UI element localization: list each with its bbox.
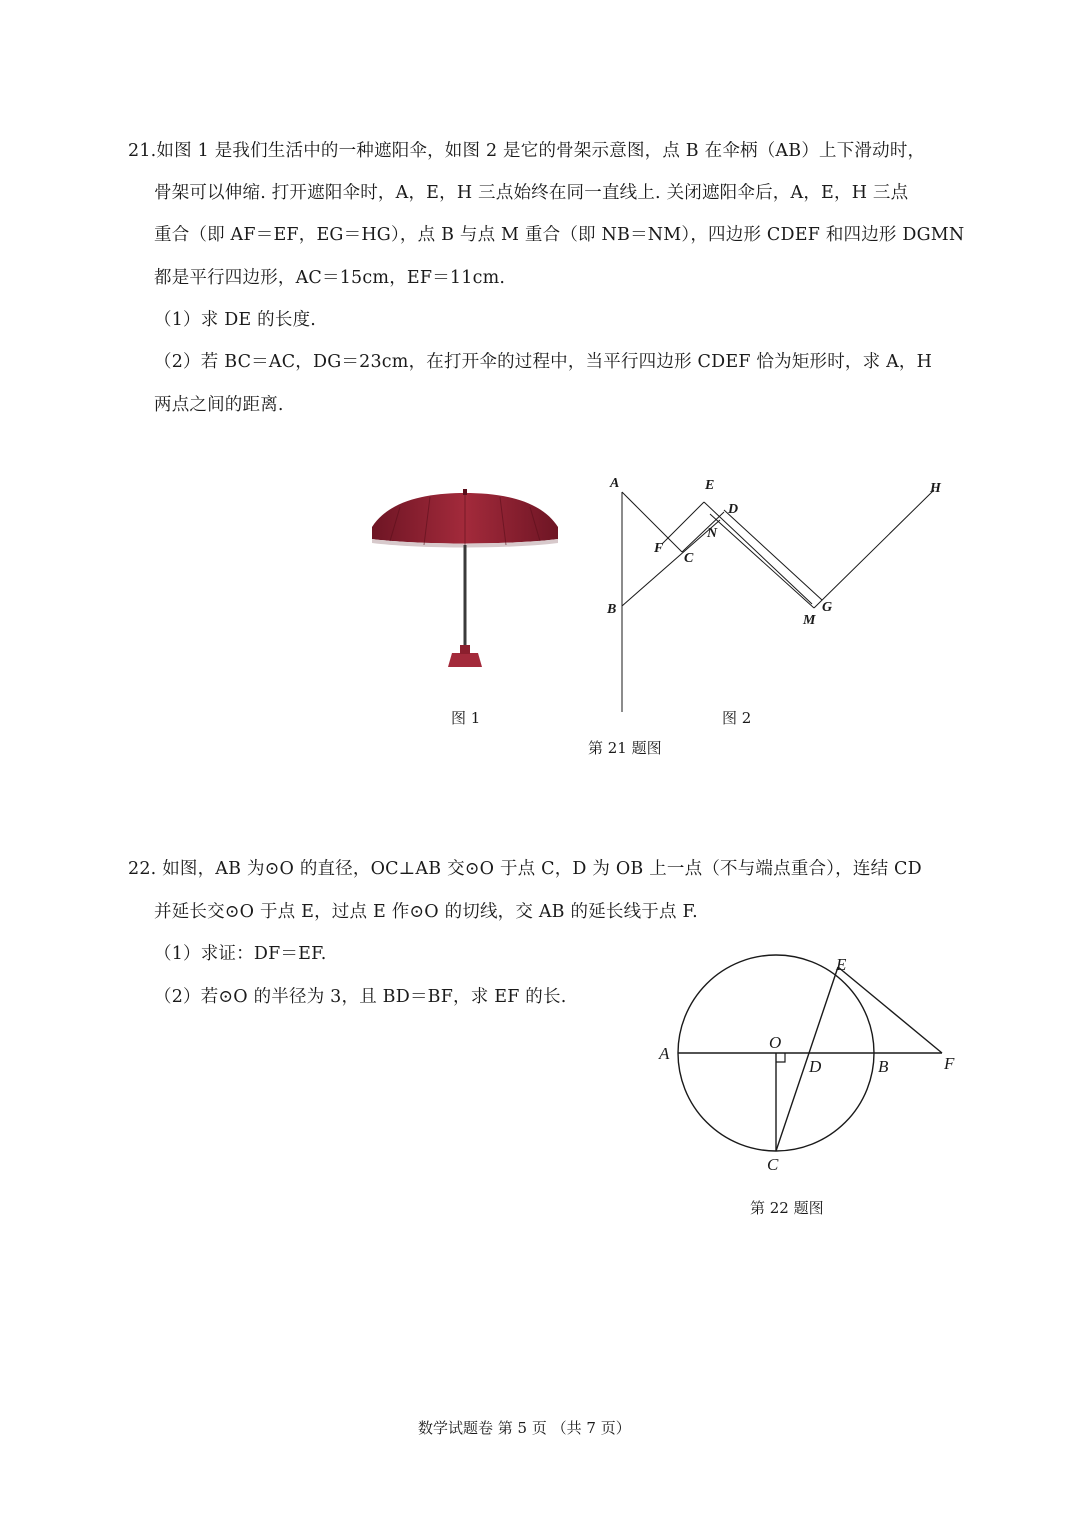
label-B: B xyxy=(607,602,617,617)
label-D: D xyxy=(809,1057,822,1076)
label-A: A xyxy=(610,476,620,491)
page-footer: 数学试题卷 第 5 页 （共 7 页） xyxy=(418,1419,631,1437)
umbrella-image xyxy=(360,485,570,675)
label-E: E xyxy=(836,955,847,974)
q22-part-1: （1）求证：DF＝EF. xyxy=(154,944,327,964)
label-H: H xyxy=(930,481,941,496)
label-B: B xyxy=(878,1057,889,1076)
label-F: F xyxy=(654,541,664,556)
label-N: N xyxy=(707,526,718,541)
umbrella-skeleton-diagram xyxy=(600,470,960,720)
q22-line-2: 并延长交⊙O 于点 E，过点 E 作⊙O 的切线，交 AB 的延长线于点 F. xyxy=(154,902,698,922)
label-E: E xyxy=(705,478,715,493)
q22-line-1: 22. 如图，AB 为⊙O 的直径，OC⊥AB 交⊙O 于点 C，D 为 OB 上一点（不与端点重合），连结 CD xyxy=(128,859,922,879)
label-C: C xyxy=(767,1155,779,1174)
label-O: O xyxy=(769,1033,782,1052)
label-A: A xyxy=(659,1044,670,1063)
circle-geometry-diagram xyxy=(650,950,970,1180)
q21-line-1: 21.如图 1 是我们生活中的一种遮阳伞，如图 2 是它的骨架示意图，点 B 在伞柄（AB）上下滑动时， xyxy=(128,141,926,161)
label-C: C xyxy=(684,551,694,566)
q21-part-2: （2）若 BC＝AC，DG＝23cm，在打开伞的过程中，当平行四边形 CDEF 恰为矩形时，求 A，H xyxy=(154,352,933,372)
q22-part-2: （2）若⊙O 的半径为 3，且 BD＝BF，求 EF 的长. xyxy=(154,987,567,1007)
fig1-caption: 图 1 xyxy=(451,709,481,727)
q21-line-2: 骨架可以伸缩. 打开遮阳伞时，A，E，H 三点始终在同一直线上. 关闭遮阳伞后，A，E，H 三点 xyxy=(154,183,909,203)
label-G: G xyxy=(822,600,833,615)
fig2-caption: 图 2 xyxy=(722,709,752,727)
label-M: M xyxy=(803,613,816,628)
q21-line-3: 重合（即 AF＝EF，EG＝HG），点 B 与点 M 重合（即 NB＝NM），四边形 CDEF 和四边形 DGMN xyxy=(154,225,965,245)
label-F: F xyxy=(944,1054,955,1073)
label-D: D xyxy=(728,502,739,517)
q21-figure-caption: 第 21 题图 xyxy=(588,739,662,757)
q21-part-1: （1）求 DE 的长度. xyxy=(154,310,317,330)
q22-figure-caption: 第 22 题图 xyxy=(750,1199,824,1217)
q21-line-7: 两点之间的距离. xyxy=(154,395,284,415)
q21-line-4: 都是平行四边形，AC＝15cm，EF＝11cm. xyxy=(154,268,506,288)
